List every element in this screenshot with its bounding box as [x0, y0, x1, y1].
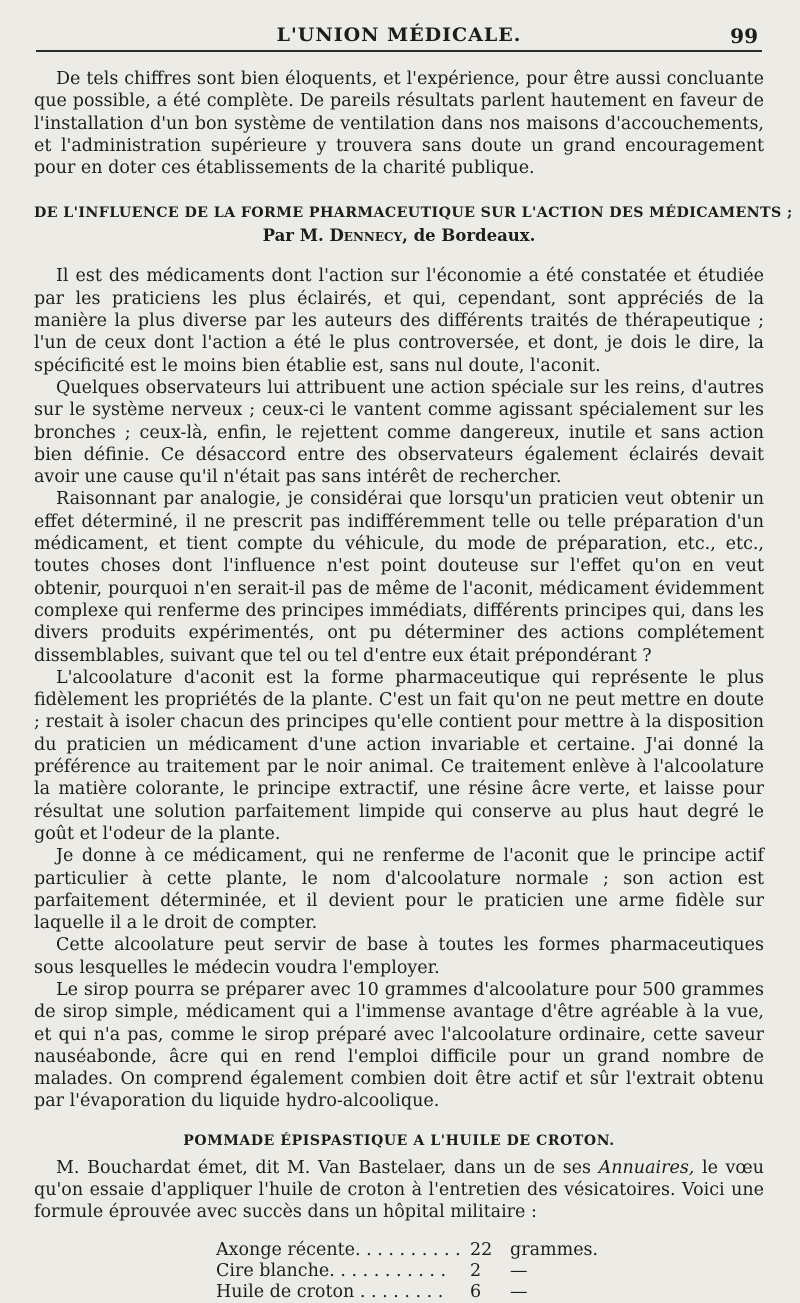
- article-paragraph: Raisonnant par analogie, je considérai que lorsqu'un praticien veut obtenir un effet déterminé, il ne prescrit pas indifféremment telle ou telle préparation d'un médicament, et tient compte du véhicule, du mode de préparation, etc., etc., toutes choses dont l'influence n'est point douteuse sur l'effet qu'on en veut obtenir, pourquoi n'en serait-il pas de même de l'aconit, médicament évidemment complexe qui renferme des principes immédiats, différents principes qui, dans les divers produits expérimentés, ont pu déterminer des actions complétement dissemblables, suivant que tel ou tel d'entre eux était prépondérant ?: [34, 489, 764, 666]
- formula-quantity: 22: [470, 1239, 493, 1260]
- page-number: 99: [730, 24, 758, 48]
- article-paragraph: Le sirop pourra se préparer avec 10 grammes d'alcoolature pour 500 grammes de sirop simple, médicament qui a l'immense avantage d'être agréable à la vue, et qui n'a pas, comme le sirop préparé avec l'alcoolature ordinaire, cette saveur nauséabonde, âcre qui en rend l'emploi difficile pour un grand nombre de malades. On comprend également combien doit être actif et sûr l'extrait obtenu par l'évaporation du liquide hydro-alcoolique.: [34, 979, 764, 1112]
- formula-quantity: 6: [470, 1281, 482, 1302]
- formula-unit: —: [510, 1281, 528, 1302]
- byline-suffix: , de Bordeaux.: [402, 226, 536, 246]
- formula-table: [216, 1240, 764, 1303]
- formula-ingredient: Huile de croton . . . . . . . .: [216, 1281, 444, 1302]
- running-title: L'UNION MÉDICALE.: [276, 24, 522, 46]
- article-paragraph: Il est des médicaments dont l'action sur l'économie a été constatée et étudiée par les praticiens les plus éclairés, et qui, cependant, sont appréciés de la manière la plus diverse par les auteurs des différents traités de thérapeutique ; l'un de ceux dont l'action a été le plus controversée, et dont, je dois le dire, la spécificité est le moins bien établie est, sans nul doute, l'aconit.: [34, 266, 764, 376]
- pommade-intro-text-cont: le vœu qu'on essaie d'appliquer l'huile de croton à l'entretien des vésicatoires. Voici une formule éprouvée avec succès dans un hôpital militaire :: [34, 1157, 764, 1223]
- pommade-intro: [34, 1157, 764, 1224]
- article-paragraph: Cette alcoolature peut servir de base à toutes les formes pharmaceutiques sous lesquelles le médecin voudra l'employer.: [34, 935, 764, 978]
- formula-quantity: 2: [470, 1260, 482, 1281]
- intro-paragraph: De tels chiffres sont bien éloquents, et l'expérience, pour être aussi concluante que possible, a été complète. De pareils résultats parlent hautement en faveur de l'installation d'un bon système de ventilation dans nos maisons d'accouchements, et l'administration supérieure y trouvera sans doute un grand encouragement pour en doter ces établissements de la charité publique.: [34, 69, 764, 179]
- byline-prefix: Par M.: [262, 226, 324, 246]
- annuaires-emphasis: Annuaires,: [598, 1157, 695, 1178]
- formula-ingredient: Axonge récente. . . . . . . . . .: [216, 1239, 461, 1260]
- formula-ingredient: Cire blanche. . . . . . . . . . .: [216, 1260, 447, 1281]
- formula-row: [216, 1240, 764, 1261]
- article-byline: [34, 226, 764, 245]
- formula-unit: grammes.: [510, 1239, 599, 1260]
- article-paragraph: Je donne à ce médicament, qui ne renferme de l'aconit que le principe actif particulier à cette plante, le nom d'alcoolature normale ; son action est parfaitement déterminée, et il devient pour le praticien une arme fidèle sur laquelle il a le droit de compter.: [34, 846, 764, 934]
- running-header: [36, 0, 762, 52]
- formula-row: [216, 1282, 764, 1303]
- formula-row: [216, 1261, 764, 1282]
- section-title-pommade: POMMADE ÉPISPASTIQUE A L'HUILE DE CROTON.: [183, 1132, 615, 1149]
- formula-unit: —: [510, 1260, 528, 1281]
- article-paragraph: L'alcoolature d'aconit est la forme pharmaceutique qui représente le plus fidèlement les propriétés de la plante. C'est un fait qu'on ne peut mettre en doute ; restait à isoler chacun des principes qu'elle contient pour mettre à la disposition du praticien un médicament d'une action invariable et certaine. J'ai donné la préférence au traitement par le noir animal. Ce traitement enlève à l'alcoolature la matière colorante, le principe extractif, une résine âcre verte, et laisse pour résultat une solution parfaitement limpide qui conserve au plus haut degré le goût et l'odeur de la plante.: [34, 667, 764, 844]
- article-title: DE L'INFLUENCE DE LA FORME PHARMACEUTIQUE SUR L'ACTION DES MÉDICAMENTS ;: [34, 205, 793, 222]
- pommade-intro-text: M. Bouchardat émet, dit M. Van Bastelaer, dans un de ses: [56, 1157, 599, 1178]
- article-paragraph: Quelques observateurs lui attribuent une action spéciale sur les reins, d'autres sur le système nerveux ; ceux-ci le vantent comme agissant spécialement sur les bronches ; ceux-là, enfin, le rejettent comme dangereux, inutile et sans action bien définie. Ce désaccord entre des observateurs également éclairés devait avoir une cause qu'il n'était pas sans intérêt de rechercher.: [34, 377, 764, 488]
- byline-author: Dennecy: [329, 226, 403, 246]
- page-body: [34, 52, 793, 1303]
